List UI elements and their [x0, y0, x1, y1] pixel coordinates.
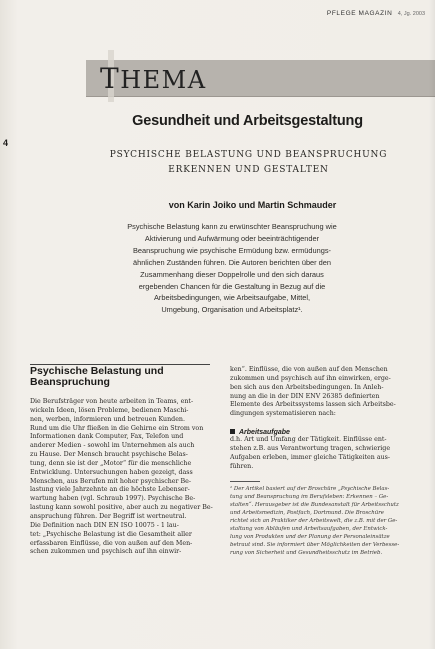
abstract-line: Arbeitsbedingungen, wie Arbeitsaufgabe, Mittel,: [153, 293, 311, 303]
body-line: zukommen und psychisch auf ihn einwirken, erge-: [230, 374, 391, 382]
section-label: [100, 60, 207, 96]
article-title: Gesundheit und Arbeitsgestaltung: [132, 113, 363, 129]
body-line: wartung haben (vgl. Schraub 1997). Psychische Be-: [30, 495, 196, 503]
article-authors: von Karin Joiko und Martin Schmauder: [168, 200, 337, 210]
body-line: Die Berufsträger von heute arbeiten in Teams, ent-: [30, 398, 194, 405]
body-line: Entwicklung. Untersuchungen haben gezeigt, dass: [30, 468, 193, 476]
footnote-line: betraut sind. Sie informiert über Möglichkeiten der Verbesse-: [230, 541, 400, 548]
body-line: anspruchung führen. Der Begriff ist wertneutral.: [30, 512, 187, 520]
body-line: zu Hause. Der Mensch braucht psychische Belas-: [30, 451, 188, 459]
body-line: ken“. Einflüsse, die von außen auf den Menschen: [230, 366, 388, 373]
magazine-name: PFLEGE MAGAZIN: [326, 10, 393, 17]
footnote-line: und Arbeitsmedizin, Postfach, Dortmund. Die Broschüre: [230, 510, 385, 517]
abstract-line: Beanspruchung wie psychische Ermüdung bzw. ermüdungs-: [132, 245, 331, 255]
body-line: Die Definition nach DIN EN ISO 10075 - 1 lau-: [30, 521, 179, 529]
right-column: [230, 366, 426, 558]
body-line: wickeln Ideen, lösen Probleme, bedienen Maschi-: [30, 406, 189, 414]
body-line: Aufgaben erleben, immer gleiche Tätigkeiten aus-: [230, 453, 391, 461]
body-line: lastung kann sowohl positive, aber auch zu negativer Be-: [30, 504, 213, 512]
issue-info: 4, Jg. 2003: [397, 11, 425, 17]
section-heading-line: Beanspruchung: [30, 376, 110, 388]
abstract-line: Psychische Belastung kann zu erwünschter Beanspruchung wie: [127, 222, 337, 231]
section-label-rest: HEMA: [120, 66, 207, 94]
article-abstract: [84, 221, 380, 316]
section-heading: [30, 366, 210, 388]
body-line: dingungen systematisieren nach:: [230, 410, 336, 418]
running-header: [327, 10, 425, 17]
body-line: Elemente des Arbeitssystems lassen sich Arbeitsbe-: [230, 401, 396, 409]
body-line: erfassbaren Einflüsse, die von außen auf den Men-: [30, 539, 193, 547]
footnote-line: lung von Produkten und der Planung der Personaleinsätze: [230, 533, 390, 540]
body-line: lastung viele Jahrzehnte an die höchste Lebenser-: [30, 486, 190, 494]
subsection-heading-text: Arbeitsaufgabe: [239, 429, 290, 437]
footnote-line: staltung von Abläufen und Arbeitsaufgaben, der Entwick-: [230, 525, 388, 532]
left-column: [30, 365, 213, 557]
body-line: tung, denn sie ist der „Motor“ für die menschliche: [30, 459, 192, 467]
body-line: d.h. Art und Umfang der Tätigkeit. Einflüsse ent-: [230, 436, 387, 444]
footnote-divider: [230, 481, 260, 482]
body-line: Menschen, aus Berufen mit hoher psychischer Be-: [30, 477, 192, 485]
footnote-line: rung von Sicherheit und Gesundheitsschutz im Betrieb.: [230, 549, 383, 556]
section-label-initial: T: [100, 62, 121, 95]
article-subtitle: [70, 148, 427, 178]
subsection-heading: [230, 429, 426, 436]
body-line: Informationen dank Computer, Fax, Telefon und: [30, 433, 184, 441]
body-paragraph: [30, 398, 213, 557]
body-line: stehen z.B. aus Verantwortung tragen, schwierige: [230, 444, 391, 452]
abstract-line: ähnlichen Zuständen führen. Die Autoren berichten über den: [132, 257, 332, 267]
subtitle-line: ERKENNEN UND GESTALTEN: [168, 165, 329, 175]
body-line: Rund um die Uhr fließen in die Gehirne ein Strom von: [30, 424, 204, 432]
body-line: nung an die in der DIN ENV 26385 definierten: [230, 392, 380, 400]
footnote-line: tung und Beanspruchung im Berufsleben: Erkennen – Ge-: [230, 494, 389, 501]
page-edge-shadow: [429, 0, 435, 649]
abstract-line: ergebenden Chancen für die Gestaltung in Bezug auf die: [138, 281, 326, 291]
section-heading-line: Psychische Belastung und: [30, 365, 164, 377]
footnote: [230, 486, 426, 557]
body-paragraph: [230, 366, 426, 419]
body-line: führen.: [230, 462, 254, 470]
body-line: ben sich aus den Arbeitsbedingungen. In Anleh-: [230, 383, 384, 391]
body-line: schen zukommen und psychisch auf ihn einwir-: [30, 548, 182, 556]
body-line: nen, werben, informieren und betreuen Kunden.: [30, 415, 185, 423]
subtitle-line: PSYCHISCHE BELASTUNG UND BEANSPRUCHUNG: [109, 150, 388, 160]
footnote-line: ¹ Der Artikel basiert auf der Broschüre „Psychische Belas-: [230, 486, 390, 493]
footnote-line: stalten“. Herausgeber ist die Bundesanstalt für Arbeitsschutz: [230, 502, 399, 509]
abstract-line: Aktivierung und Aufwärmung oder beeinträchtigender: [144, 233, 320, 243]
footnote-line: richtet sich an Praktiker der Arbeitswelt, die z.B. mit der Ge-: [230, 518, 398, 525]
body-line: anderer Medien - sowohl im Unternehmen als auch: [30, 442, 195, 450]
page-number: 4: [3, 138, 9, 148]
body-paragraph: [230, 436, 426, 471]
bullet-square-icon: [230, 429, 235, 434]
body-line: tet: „Psychische Belastung ist die Gesamtheit aller: [30, 530, 192, 538]
abstract-line: Zusammenhang dieser Doppelrolle und den sich daraus: [140, 269, 324, 279]
abstract-line: Umgebung, Organisation und Arbeitsplatz¹.: [161, 305, 303, 315]
